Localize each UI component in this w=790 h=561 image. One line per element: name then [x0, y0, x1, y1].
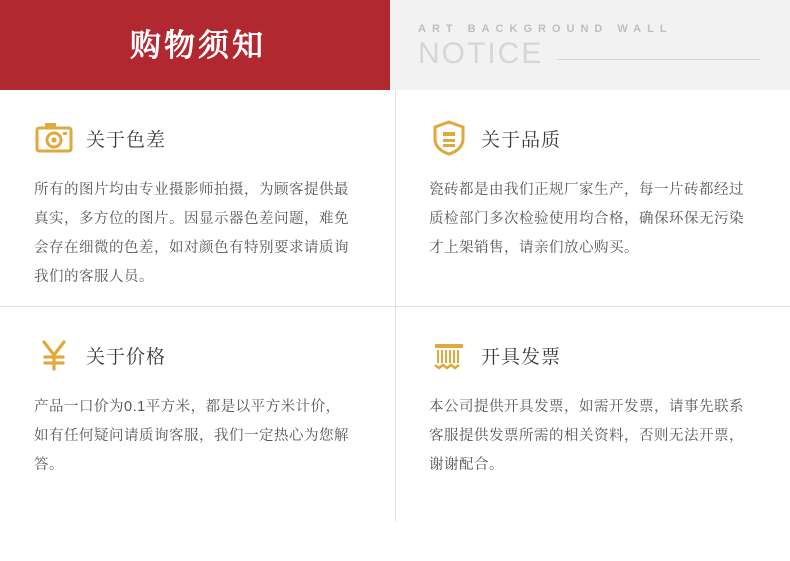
section-header: [429, 116, 750, 160]
header-kicker: ART BACKGROUND WALL: [418, 23, 673, 35]
yen-price-icon: [34, 335, 74, 375]
section-header: [429, 333, 750, 377]
page-title: 购物须知: [130, 27, 266, 63]
header-subtitle: NOTICE: [418, 37, 544, 70]
header-subtitle-row: [418, 39, 790, 69]
notice-section-invoice: [395, 307, 790, 523]
section-title: 关于品质: [481, 129, 562, 151]
footer-spacer: [0, 522, 790, 561]
section-title: 关于价格: [86, 346, 167, 368]
section-header: [34, 116, 355, 160]
section-body: 产品一口价为0.1平方米，都是以平方米计价，如有任何疑问请质询客服，我们一定热心为您解答。: [34, 399, 349, 473]
header-right-block: [390, 0, 790, 90]
shield-quality-icon: [429, 118, 469, 158]
section-body: 瓷砖都是由我们正规厂家生产，每一片砖都经过质检部门多次检验使用均合格，确保环保无污染才上架销售，请亲们放心购买。: [429, 182, 744, 256]
camera-icon: [34, 118, 74, 158]
notice-section-quality: [395, 90, 790, 306]
section-body: 所有的图片均由专业摄影师拍摄，为顾客提供最真实，多方位的图片。因显示器色差问题，难免会存在细微的色差，如对颜色有特别要求请质询我们的客服人员。: [34, 182, 349, 285]
header-rule: [557, 59, 760, 60]
invoice-icon: [429, 335, 469, 375]
section-title: 开具发票: [481, 346, 562, 368]
section-title: 关于色差: [86, 129, 167, 151]
section-header: [34, 333, 355, 377]
section-body: 本公司提供开具发票，如需开发票，请事先联系客服提供发票所需的相关资料，否则无法开票，谢谢配合。: [429, 399, 744, 473]
header-red-block: [0, 0, 390, 90]
notice-section-price: [0, 307, 395, 523]
notice-section-color: [0, 90, 395, 306]
notice-grid: [0, 90, 790, 561]
page-header: [0, 0, 790, 90]
